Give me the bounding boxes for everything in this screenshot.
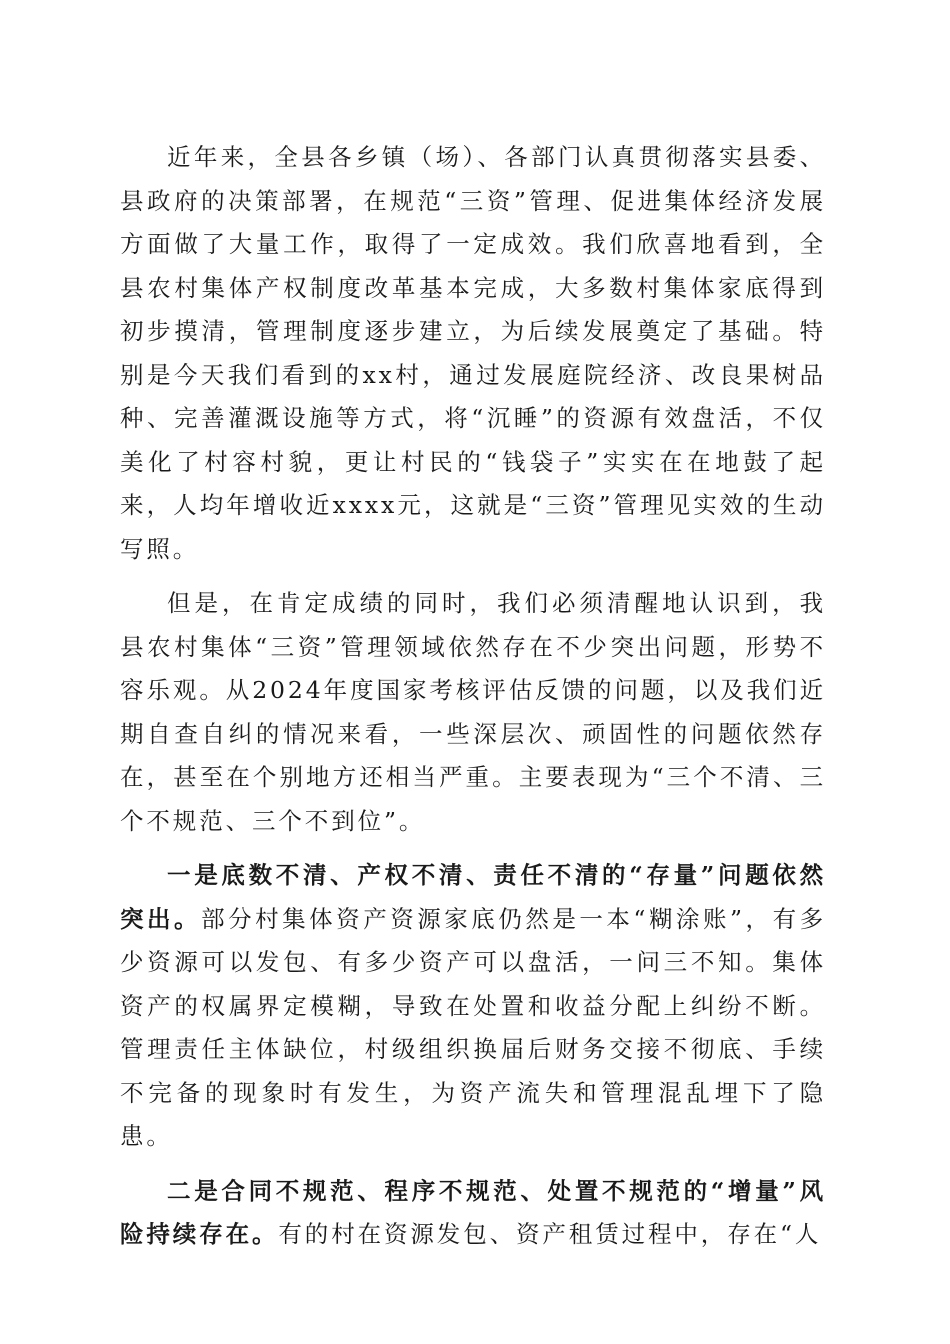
paragraph-point-two: [120, 1170, 826, 1257]
paragraph-lead: 二是合同不规范、程序不规范、处置不规范的“增量”风险持续存在。: [120, 1176, 826, 1248]
paragraph-text: 但是，在肯定成绩的同时，我们必须清醒地认识到，我县农村集体“三资”管理领域依然存在不少突出问题，形势不容乐观。从2024年度国家考核评估反馈的问题，以及我们近期自查自纠的情况来看，一些深层次、顽固性的问题依然存在，甚至在个别地方还相当严重。主要表现为“三个不清、三个不规范、三个不到位”。: [120, 589, 826, 835]
paragraph-text: 部分村集体资产资源家底仍然是一本“糊涂账”，有多少资源可以发包、有多少资产可以盘活，一问三不知。集体资产的权属界定模糊，导致在处置和收益分配上纠纷不断。管理责任主体缺位，村级组织换届后财务交接不彻底、手续不完备的现象时有发生，为资产流失和管理混乱埋下了隐患。: [120, 904, 826, 1150]
paragraph-achievements: [120, 136, 826, 571]
paragraph-problems-overview: [120, 582, 826, 843]
document-body: [120, 136, 826, 1257]
paragraph-text: 有的村在资源发包、资产租赁过程中，存在“人: [278, 1220, 822, 1248]
paragraph-lead: 一是底数不清、产权不清、责任不清的“存量”问题依然突出。: [120, 861, 826, 933]
paragraph-text: 近年来，全县各乡镇（场）、各部门认真贯彻落实县委、县政府的决策部署，在规范“三资”管理、促进集体经济发展方面做了大量工作，取得了一定成效。我们欣喜地看到，全县农村集体产权制度改革基本完成，大多数村集体家底得到初步摸清，管理制度逐步建立，为后续发展奠定了基础。特别是今天我们看到的xx村，通过发展庭院经济、改良果树品种、完善灌溉设施等方式，将“沉睡”的资源有效盘活，不仅美化了村容村貌，更让村民的“钱袋子”实实在在地鼓了起来，人均年增收近xxxx元，这就是“三资”管理见实效的生动写照。: [120, 143, 826, 563]
paragraph-point-one: [120, 854, 826, 1159]
